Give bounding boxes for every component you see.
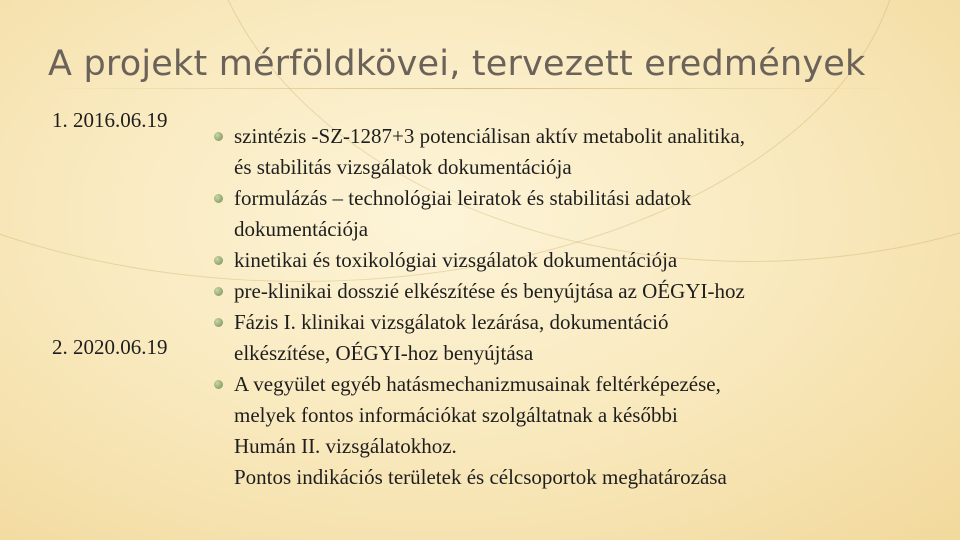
list-item [212, 307, 932, 369]
list-item [212, 121, 932, 183]
bullet-icon [214, 287, 223, 296]
list-item-line: A vegyület egyéb hatásmechanizmusainak feltérképezése, [234, 372, 721, 396]
list-item-line: kinetikai és toxikológiai vizsgálatok dokumentációja [234, 248, 678, 272]
list-item [212, 369, 932, 462]
bullet-icon [214, 318, 223, 327]
bullet-icon [214, 132, 223, 141]
bullet-icon [214, 256, 223, 265]
title-divider [40, 88, 900, 89]
list-item-line: dokumentációja [234, 217, 369, 241]
closing-note: Pontos indikációs területek és célcsoportok meghatározása [234, 465, 727, 489]
milestone-list [212, 121, 932, 493]
list-item-line: szintézis -SZ-1287+3 potenciálisan aktív metabolit analitika, [234, 124, 746, 148]
slide-title: A projekt mérföldkövei, tervezett eredmények [48, 44, 866, 84]
list-item [212, 183, 932, 245]
list-item-line: formulázás – technológiai leiratok és stabilitási adatok [234, 186, 692, 210]
bullet-icon [214, 380, 223, 389]
list-item-line: Fázis I. klinikai vizsgálatok lezárása, dokumentáció [234, 310, 669, 334]
bullet-icon [214, 194, 223, 203]
list-item [212, 276, 932, 307]
list-item-line: Humán II. vizsgálatokhoz. [234, 434, 457, 458]
list-item-line: pre-klinikai dosszié elkészítése és benyújtása az OÉGYI-hoz [234, 279, 745, 303]
milestone-date-2: 2. 2020.06.19 [52, 335, 168, 359]
list-item-line: elkészítése, OÉGYI-hoz benyújtása [234, 341, 534, 365]
list-item-line: és stabilitás vizsgálatok dokumentációja [234, 155, 572, 179]
milestone-date-1: 1. 2016.06.19 [52, 108, 168, 132]
list-item [212, 245, 932, 276]
list-item-line: melyek fontos információkat szolgáltatnak a későbbi [234, 403, 678, 427]
